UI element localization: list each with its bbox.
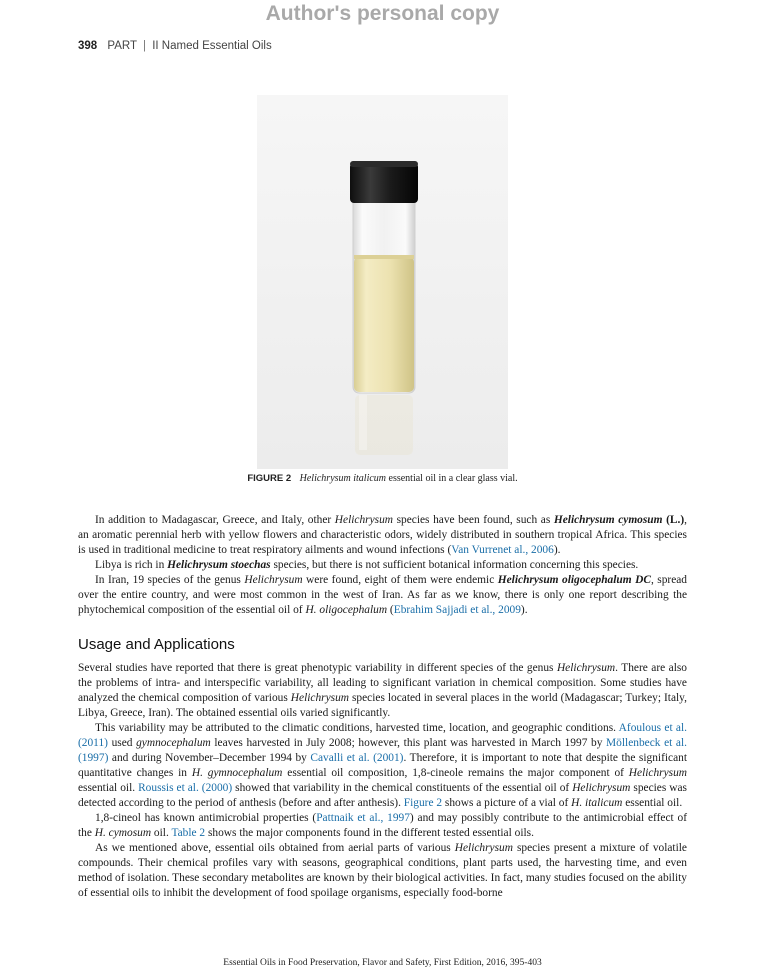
paragraph-7: As we mentioned above, essential oils obtained from aerial parts of various Helichrysum species present a mixture of volatile compounds. Their chemical profiles vary with seasons, geographical conditions, plant parts used, the harvesting time, and even method of isolation. These secondary metabolites are known by their biological activities. In fact, many studies focused on the ability of essential oils to inhibit the development of food spoilage organisms, especially food-borne — [78, 842, 687, 899]
paragraph-5: This variability may be attributed to the climatic conditions, harvested time, location, and geographic conditions. Afoulous et al. (2011) used gymnocephalum leaves harvested in July 2008; however, this plant was harvested in March 1997 by Möllenbeck et al. (1997) and during November–December 1994 by Cavalli et al. (2001). Therefore, it is important to note that despite the significant quantitative changes in H. gymnocephalum essential oil composition, 1,8-cineole remains the major component of Helichrysum essential oil. Roussis et al. (2000) showed that variability in the chemical constituents of the essential oil of Helichrysum species was detected according to the period of anthesis (before and after anthesis). Figure 2 shows a picture of a vial of H. italicum essential oil. — [78, 722, 688, 809]
running-head — [78, 40, 272, 52]
paragraph-4: Several studies have reported that there is great phenotypic variability in different species of the genus Helichrysum. There are also the problems of intra- and interspecific variability, all leading to significant variation in chemical composition. Some studies have analyzed the chemical composition of various Helichrysum species located in several places in the world (Madagascar; Turkey; Italy, Libya, Greece, Iran). The obtained essential oils varied significantly. — [78, 662, 687, 719]
page-number: 398 — [78, 40, 98, 52]
citation-link[interactable]: Möllenbeck et al. (1997) — [78, 737, 687, 764]
page-footer: Essential Oils in Food Preservation, Flavor and Safety, First Edition, 2016, 395-403 — [223, 958, 542, 968]
part-label: PART — [107, 40, 137, 52]
citation-link[interactable]: Roussis et al. (2000) — [138, 782, 233, 794]
watermark: Author's personal copy — [265, 2, 500, 25]
header-separator: | — [143, 40, 146, 52]
intro-paragraphs — [78, 513, 687, 618]
citation-link[interactable]: Cavalli et al. (2001) — [310, 752, 404, 764]
part-number: II — [152, 40, 159, 52]
table-link[interactable]: Table 2 — [171, 827, 206, 839]
section-paragraphs — [78, 661, 687, 901]
part-title: Named Essential Oils — [161, 40, 272, 52]
figure-caption — [0, 473, 765, 484]
paragraph-2: Libya is rich in Helichrysum stoechas species, but there is not sufficient botanical information concerning this species. — [95, 559, 639, 571]
vial-illustration — [257, 95, 508, 469]
caption-species: Helichrysum italicum — [299, 473, 387, 484]
paragraph-1: In addition to Madagascar, Greece, and Italy, other Helichrysum species have been found, such as Helichrysum cymosum (L.), an aromatic perennial herb with yellow flowers and characteristic odors, widely distributed in southern tropical Africa. This species is used in traditional medicine to treat respiratory ailments and wound infections (Van Vurrenet al., 2006). — [78, 514, 688, 556]
figure-link[interactable]: Figure 2 — [403, 797, 443, 809]
section-heading: Usage and Applications — [78, 636, 235, 653]
figure-vial-photo — [257, 95, 508, 469]
caption-text: essential oil in a clear glass vial. — [386, 473, 518, 484]
citation-link[interactable]: Ebrahim Sajjadi et al., 2009 — [393, 604, 521, 616]
paragraph-3: In Iran, 19 species of the genus Helichrysum were found, eight of them were endemic Helichrysum oligocephalum DC, spread over the entire country, and were most common in the west of Iran. As far as we know, there is only one report describing the phytochemical composition of the essential oil of H. oligocephalum (Ebrahim Sajjadi et al., 2009). — [78, 574, 687, 616]
citation-link[interactable]: Van Vurrenet al., 2006 — [451, 544, 554, 556]
citation-link[interactable]: Afoulous et al. (2011) — [78, 722, 688, 749]
citation-link[interactable]: Pattnaik et al., 1997 — [316, 812, 410, 824]
paragraph-6: 1,8-cineol has known antimicrobial properties (Pattnaik et al., 1997) and may possibly contribute to the antimicrobial effect of the H. cymosum oil. Table 2 shows the major components found in the different tested essential oils. — [78, 812, 687, 839]
figure-label: FIGURE 2 — [247, 473, 292, 484]
